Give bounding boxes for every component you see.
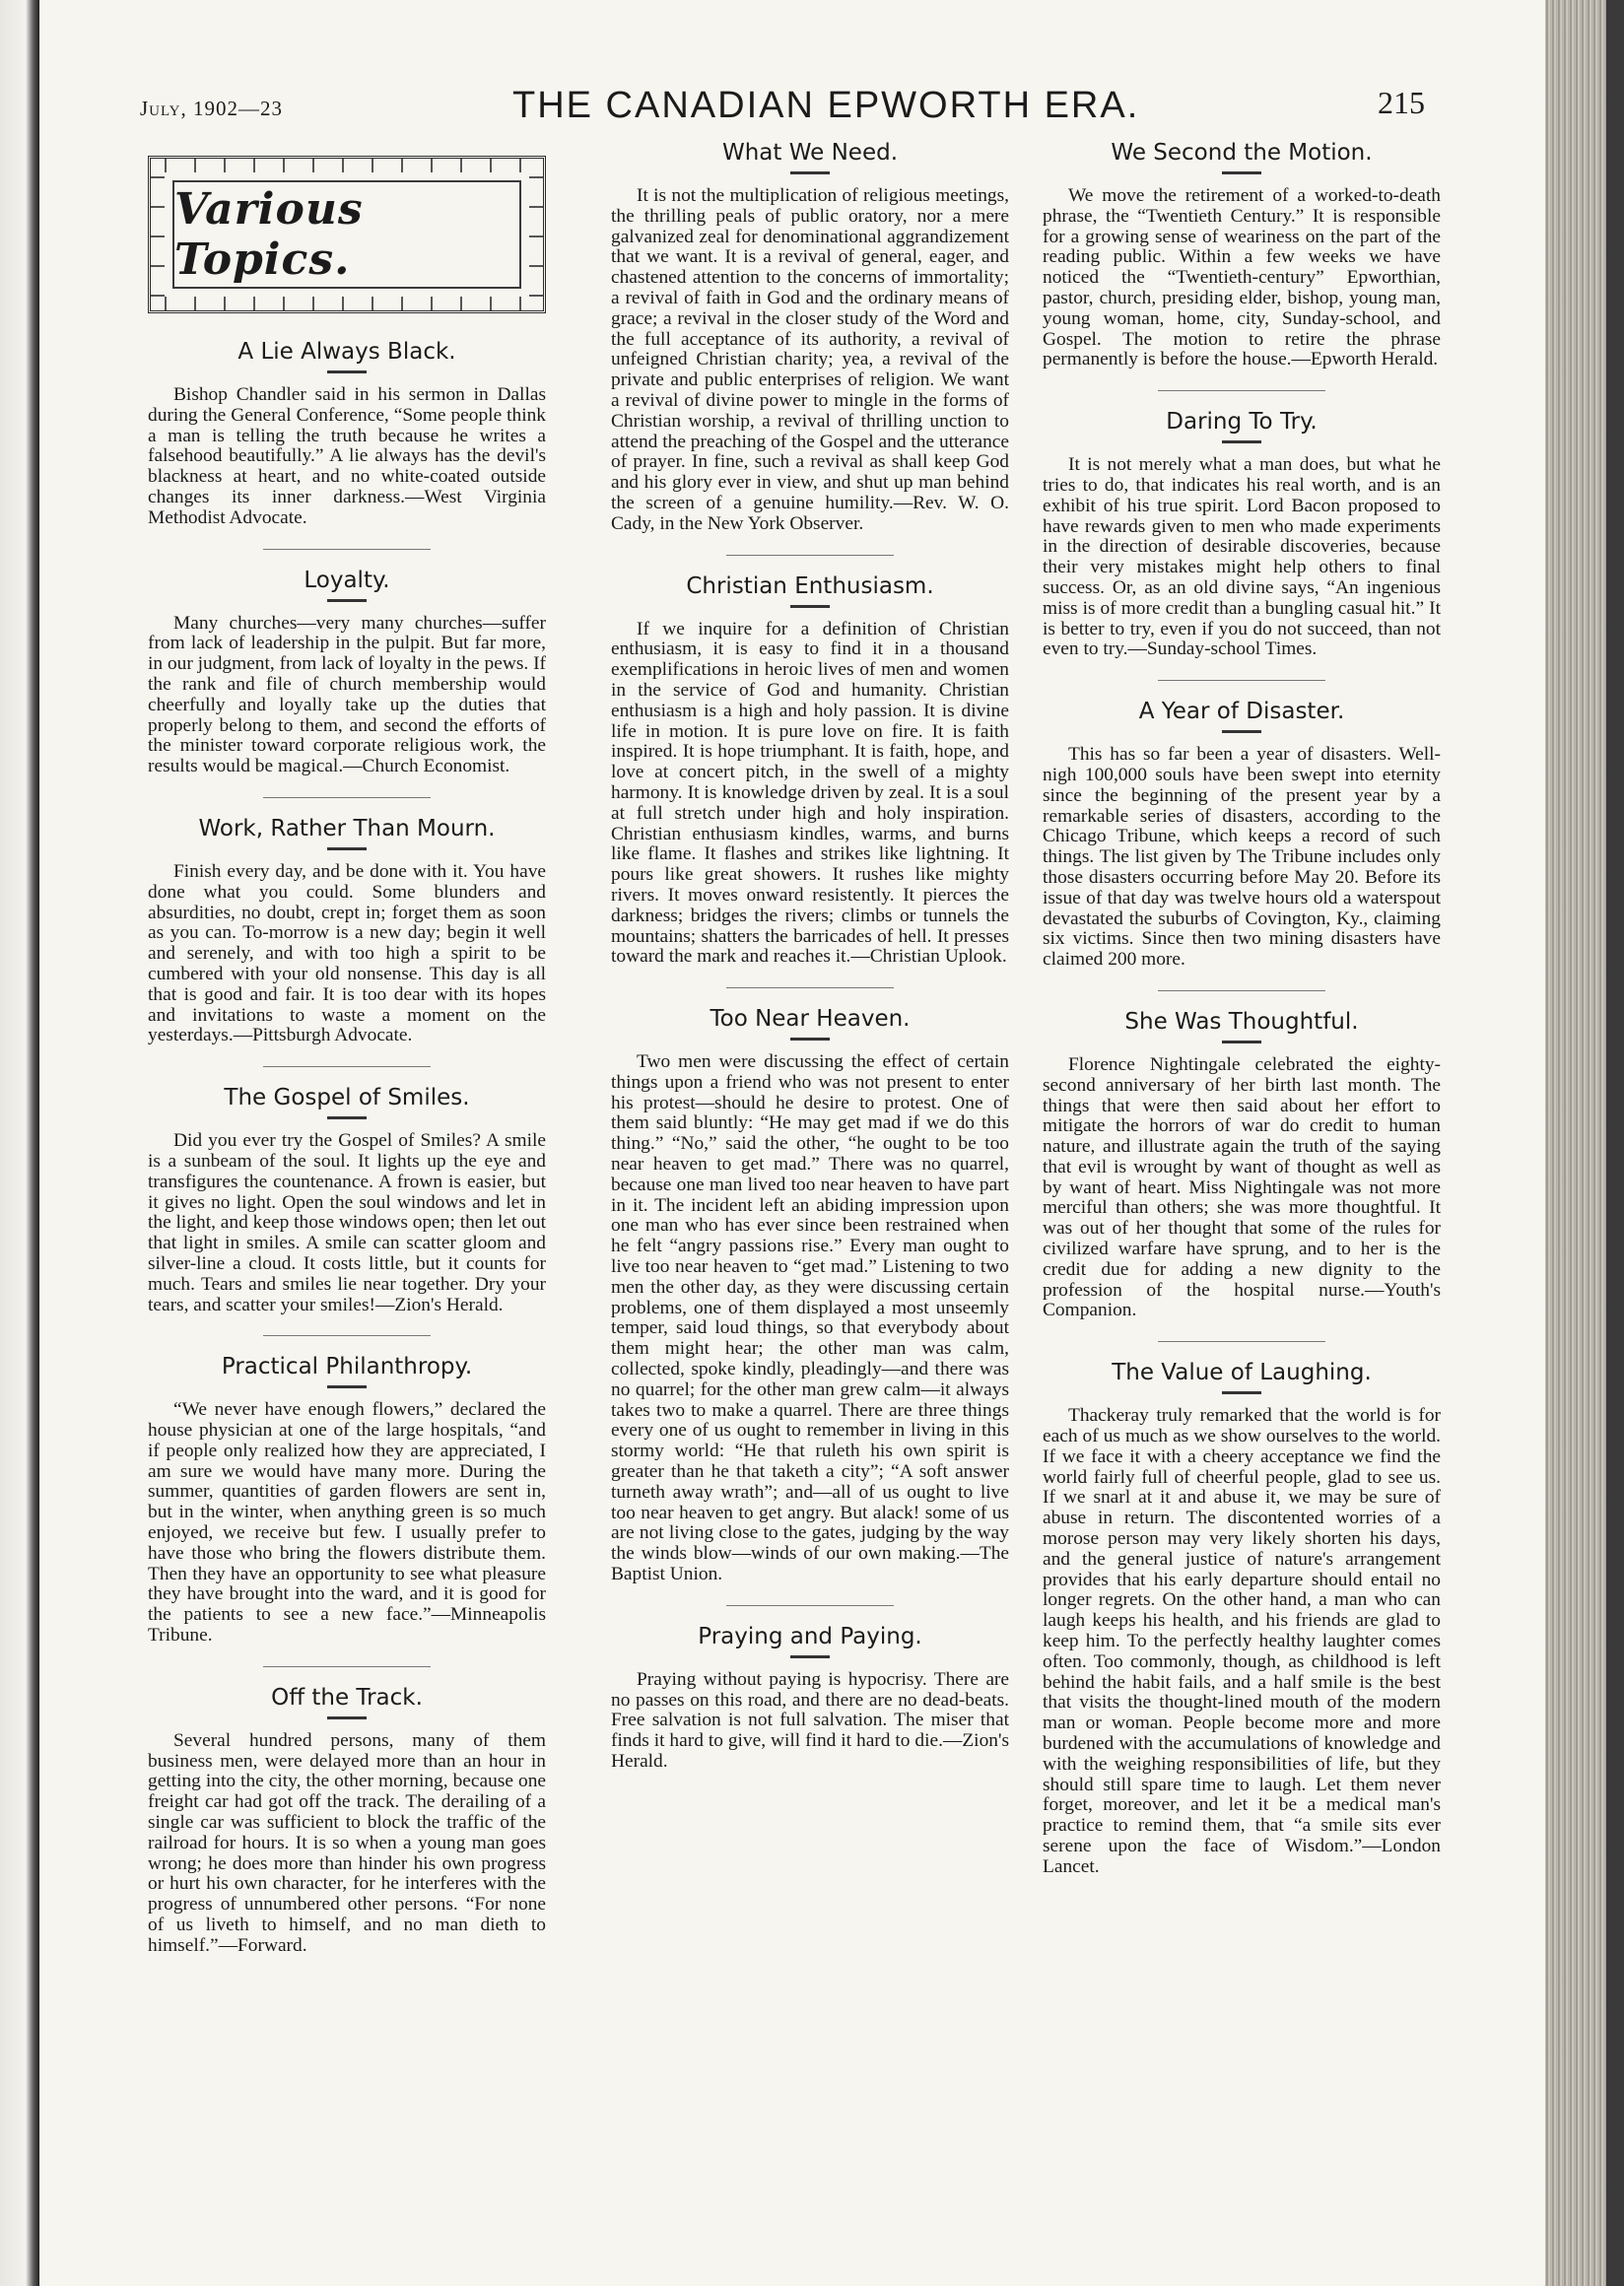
headline-rule xyxy=(790,1038,830,1041)
article-body: Finish every day, and be done with it. You have done what you could. Some blunders and absurdities, no doubt, crept in; forget them as soon as you can. To-morrow is a new day; begin it well and serenely, and with too high a spirit to be cumbered with your old nonsense. This day is all that is good and fair. It is too dear with its hopes and invitations to waste a moment on the yesterdays.—Pittsburgh Advocate. xyxy=(148,860,546,1046)
article xyxy=(611,138,1009,535)
article-body: Two men were discussing the effect of certain things upon a friend who was not present to enter his protest—should he desire to protest. One of them said bluntly: “He may get mad if we do this thing.” “No,” said the other, “he ought to be too near heaven to get mad.” There was no quarrel, because one man lived too near heaven to have part in it. The incident left an abiding impression upon one man who has ever since been restrained when he felt “angry passions rise.” Every man ought to live too near heaven to “get mad.” Listening to two men the other day, as they were discussing certain problems, one of them displayed a most unseemly temper, said loud things, so that everybody about them might hear; the other man was calm, collected, spoke kindly, pleadingly—and there was no quarrel; for the other man grew calm—it always takes two to make a quarrel. There are three things every one of us ought to remember in living in this stormy world: “He that ruleth his own spirit is greater than he that taketh a city”; “A soft answer turneth away wrath”; and—all of us ought to live too near heaven to get angry. But alack! some of us are not living close to the gates, judging by the way the winds blow—winds of our own making.—The Baptist Union. xyxy=(611,1051,1009,1585)
headline-rule xyxy=(1222,730,1261,733)
headline-rule xyxy=(327,599,367,602)
article-separator xyxy=(263,1066,431,1067)
article xyxy=(148,1083,546,1315)
headline-rule xyxy=(327,370,367,373)
headline-rule xyxy=(1222,171,1261,174)
article-headline: Christian Enthusiasm. xyxy=(686,572,934,599)
article-separator xyxy=(1158,990,1325,991)
article-headline: What We Need. xyxy=(721,140,898,166)
headline-rule xyxy=(790,1655,830,1658)
headline-rule xyxy=(1222,1391,1261,1394)
article-separator xyxy=(726,555,894,556)
article-headline: We Second the Motion. xyxy=(1111,140,1373,166)
article-body: It is not merely what a man does, but what he tries to do, that indicates his real worth, and is an exhibit of his true spirit. Lord Bacon proposed to have rewards given to men who made experiments in the direction of desirable discoveries, because their very mistakes might help others to final success. Or, as an old divine says, “An ingenious miss is of more credit than a bungling casual hit.” It is better to try, even if you do not succeed, than not even to try.—Sunday-school Times. xyxy=(1043,454,1441,660)
article xyxy=(1043,1007,1441,1321)
article-body: Praying without paying is hypocrisy. There are no passes on this road, and there are no dead-beats. Free salvation is not full salvation. The miser that finds it hard to give, will find it hard to die.—Zion's Herald. xyxy=(611,1668,1009,1772)
article-body: Bishop Chandler said in his sermon in Dallas during the General Conference, “Some people think a man is telling the truth because he writes a falsehood beautifully.” A lie always has the devil's blackness at heart, and no white-coated outside changes its inner darkness.—West Virginia Methodist Advocate. xyxy=(148,384,546,528)
article-separator xyxy=(263,797,431,798)
article-headline: A Lie Always Black. xyxy=(237,339,456,365)
article-headline: Practical Philanthropy. xyxy=(221,1354,473,1380)
article-headline: Too Near Heaven. xyxy=(710,1006,911,1033)
publication-title: THE CANADIAN EPWORTH ERA. xyxy=(512,85,1140,126)
column-middle-articles xyxy=(611,138,1009,1773)
article-separator xyxy=(263,1666,431,1667)
column-left-articles xyxy=(148,337,546,1957)
article xyxy=(148,1352,546,1647)
article xyxy=(611,1004,1009,1585)
newspaper-page xyxy=(39,0,1545,2286)
article-headline: A Year of Disaster. xyxy=(1138,699,1345,725)
article-separator xyxy=(263,549,431,550)
page-number: 215 xyxy=(1378,85,1425,120)
article-body: Thackeray truly remarked that the world is for each of us much as we show ourselves to the world. If we face it with a cheery acceptance we find the world fairly full of cheerful people, glad to see us. If we snarl at it and abuse it, we may be sure of abuse in return. The discontented worries of a morose person may very likely shorten his days, and the general justice of nature's arrangement provides that his early departure should entail no longer regrets. On the other hand, a man who can laugh keeps his health, and his friends are glad to keep him. To the perfectly healthy laughter comes often. Too commonly, though, as childhood is left behind the habit fails, and a half smile is the best that visits the thought-lined mouth of the modern man or woman. People become more and more burdened with the accumulations of knowledge and with the weighing responsibilities of life, but they should still spare time to laugh. Let them never forget, moreover, and let it be a medical man's practice to remind them, that “a smile sits ever serene upon the face of Wisdom.”—London Lancet. xyxy=(1043,1405,1441,1877)
article-headline: Daring To Try. xyxy=(1166,409,1318,436)
article-body: Many churches—very many churches—suffer from lack of leadership in the pulpit. But far more, in our judgment, from lack of loyalty in the pews. If the rank and file of church membership would cheerfully and loyally take up the duties that properly belong to them, and second the efforts of the minister toward corporate religious work, the results would be magical.—Church Economist. xyxy=(148,612,546,777)
headline-rule xyxy=(327,1385,367,1388)
column-left xyxy=(148,138,546,1977)
headline-rule xyxy=(327,847,367,850)
various-topics-banner xyxy=(148,156,546,313)
article xyxy=(1043,138,1441,370)
column-right xyxy=(1043,138,1441,1898)
article-separator xyxy=(1158,1341,1325,1342)
page-gutter-left xyxy=(0,0,39,2286)
article-separator xyxy=(263,1335,431,1336)
article-body: Did you ever try the Gospel of Smiles? A smile is a sunbeam of the soul. It lights up the eye and transfigures the countenance. A frown is easier, but it gives no light. Open the soul windows and let in the light, and keep those windows open; then let out that light in smiles. A smile can scatter gloom and silver-line a cloud. It costs little, but it counts for much. Tears and smiles lie near together. Dry your tears, and scatter your smiles!—Zion's Herald. xyxy=(148,1130,546,1315)
article-separator xyxy=(726,1605,894,1606)
article-headline: She Was Thoughtful. xyxy=(1124,1008,1359,1035)
article-separator xyxy=(1158,680,1325,681)
masthead xyxy=(39,81,1545,130)
issue-date: July, 1902—23 xyxy=(140,97,283,120)
article-headline: The Value of Laughing. xyxy=(1112,1360,1372,1386)
headline-rule xyxy=(327,1116,367,1119)
banner-frame xyxy=(172,180,521,289)
article-headline: Loyalty. xyxy=(304,567,390,593)
book-spine-shadow xyxy=(1606,0,1624,2286)
article-body: Several hundred persons, many of them business men, were delayed more than an hour in getting into the city, the other morning, because one freight car had got off the track. The derailing of a single car was sufficient to block the traffic of the railroad for hours. It is so when a young man goes wrong; he does more than hinder his own progress or hurt his own character, for he interferes with the progress of unnumbered other persons. “For none of us liveth to himself, and no man dieth to himself.”—Forward. xyxy=(148,1729,546,1956)
column-right-articles xyxy=(1043,138,1441,1878)
article xyxy=(1043,1358,1441,1877)
article-headline: The Gospel of Smiles. xyxy=(224,1085,470,1111)
column-middle xyxy=(611,138,1009,1792)
article-headline: Off the Track. xyxy=(271,1684,423,1711)
article-body: If we inquire for a definition of Christian enthusiasm, it is easy to find it in a thousand exemplifications in heroic lives of men and women in the service of God and humanity. Christian enthusiasm is a high and holy passion. It is divine life in motion. It is pure love on fire. It is faith inspired. It is hope triumphant. It is faith, hope, and love at concert pitch, in the swell of a mighty harmony. It is knowledge driven by zeal. It is a soul at full stretch under high and holy inspiration. Christian enthusiasm kindles, warms, and burns like flame. It flashes and strikes like lightning. It pours like great showers. It rushes like mighty rivers. It moves onward resistently. It pierces the darkness; bridges the rivers; climbs or tunnels the mountains; shatters the barricades of hell. It presses toward the mark and reaches it.—Christian Uplook. xyxy=(611,618,1009,968)
article-separator xyxy=(726,987,894,988)
article-headline: Work, Rather Than Mourn. xyxy=(198,815,496,841)
headline-rule xyxy=(327,1716,367,1719)
article xyxy=(1043,697,1441,971)
banner-title: Various Topics. xyxy=(174,184,364,285)
article-headline: Praying and Paying. xyxy=(698,1623,922,1649)
article-body: We move the retirement of a worked-to-death phrase, the “Twentieth Century.” It is responsible for a growing sense of weariness on the part of the reading public. Within a few weeks we have noticed the “Twentieth-century” Epworthian, pastor, church, presiding elder, bishop, young man, young woman, home, city, Sunday-school, and Gospel. The motion to retire the phrase permanently is before the house.—Epworth Herald. xyxy=(1043,185,1441,370)
article xyxy=(148,337,546,529)
headline-rule xyxy=(790,605,830,608)
article-body: “We never have enough flowers,” declared the house physician at one of the large hospitals, “and if people only realized how they are appreciated, I am sure we would have many more. During the summer, quantities of garden flowers are sent in, but in the winter, when anything green is so much enjoyed, we receive but few. I usually prefer to have those who bring the flowers distribute them. Then they have an opportunity to see what pleasure they have brought into the ward, and it is good for the patients to see a new face.”—Minneapolis Tribune. xyxy=(148,1399,546,1647)
headline-rule xyxy=(790,171,830,174)
article xyxy=(611,572,1009,969)
article-body: This has so far been a year of disasters. Well-nigh 100,000 souls have been swept into eternity since the beginning of the present year by a remarkable series of disasters, according to the Chicago Tribune, which keeps a record of such things. The list given by The Tribune includes only those disasters occurring before May 20. Before its issue of that day was twelve hours old a waterspout devastated the suburbs of Covington, Ky., claiming six victims. Since then two mining disasters have claimed 200 more. xyxy=(1043,744,1441,971)
article-body: It is not the multiplication of religious meetings, the thrilling peals of public oratory, nor a mere galvanized zeal for denominational aggrandizement that we want. It is a revival of general, eager, and chastened attention to the concerns of immortality; a revival of faith in God and the ordinary means of grace; a revival in the closer study of the Word and the full acceptance of its authority, a revival of unfeigned Christian charity; yea, a revival of the private and public enterprises of religion. We want a revival of divine power to mingle in the forms of Christian worship, a revival of thrilling unction to attend the preaching of the Gospel and the utterance of prayer. In fine, such a revival as shall keep God and his glory ever in view, and shut up man behind the screen of a genuine humility.—Rev. W. O. Cady, in the New York Observer. xyxy=(611,185,1009,534)
article xyxy=(148,566,546,777)
headline-rule xyxy=(1222,1041,1261,1043)
article xyxy=(148,1683,546,1957)
article xyxy=(1043,407,1441,660)
article xyxy=(611,1622,1009,1773)
headline-rule xyxy=(1222,440,1261,443)
article-separator xyxy=(1158,390,1325,391)
article-body: Florence Nightingale celebrated the eighty-second anniversary of her birth last month. The things that were then said about her effort to mitigate the horrors of war do credit to human nature, and illustrate again the truth of the saying that evil is wrought by want of thought as well as by want of heart. Miss Nightingale was not more merciful than others; she was more thoughtful. It was out of her thought that some of the rules for civilized warfare have sprung, and to her is the credit due for adding a new dignity to the profession of the hospital nurse.—Youth's Companion. xyxy=(1043,1053,1441,1321)
article xyxy=(148,814,546,1046)
